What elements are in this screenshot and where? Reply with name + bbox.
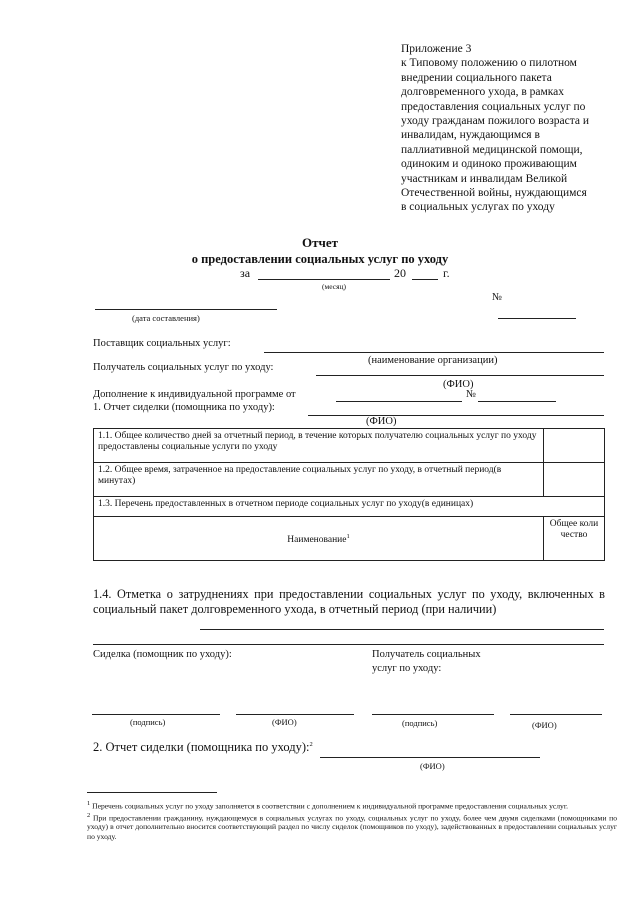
table-cell-1-1-value[interactable] — [544, 429, 605, 463]
caregiver-name-field[interactable] — [236, 714, 354, 715]
caregiver-sign-caption: (подпись) — [130, 717, 166, 727]
recipient-field[interactable] — [316, 375, 604, 376]
month-caption: (месяц) — [322, 282, 347, 291]
table-row-1-2: 1.2. Общее время, затраченное на предоставление социальных услуг по уходу, в отчетный период(в минутах) — [94, 463, 544, 497]
number-sign: № — [492, 292, 503, 303]
caregiver-sign-field[interactable] — [92, 714, 220, 715]
footnote-2-mark: 2 — [87, 811, 91, 819]
date-field[interactable] — [95, 309, 277, 310]
footnotes — [87, 799, 617, 841]
supplement-number-field[interactable] — [478, 401, 556, 402]
report2-caption: (ФИО) — [420, 761, 445, 771]
recipient-label: Получатель социальных услуг по уходу: — [93, 362, 274, 373]
difficulties-field-1[interactable] — [200, 629, 604, 630]
report2-label-text: 2. Отчет сиделки (помощника по уходу): — [93, 740, 310, 754]
caregiver-name-caption: (ФИО) — [272, 717, 297, 727]
caregiver-signature-label: Сиделка (помощник по уходу): — [93, 649, 232, 660]
supplement-date-field[interactable] — [336, 401, 462, 402]
difficulties-text: 1.4. Отметка о затруднениях при предоставлении социальных услуг по уходу, включенных в социальный пакет долговременного ухода, в отчетный период (при наличии) — [93, 587, 605, 616]
report1-caption: (ФИО) — [366, 416, 397, 427]
footnote-1-text: Перечень социальных услуг по уходу заполняется в соответствии с дополнением к индивидуальной программе предоставления социальных услуг. — [92, 801, 568, 811]
period-za: за — [240, 266, 251, 280]
recipient-name-caption: (ФИО) — [532, 720, 557, 730]
table-header-total: Общее количество — [544, 517, 605, 561]
appendix-line: к Типовому положению о пилотном — [401, 57, 577, 70]
footnote-1 — [87, 799, 617, 811]
appendix-line: Отечественной войны, нуждающимся — [401, 187, 587, 200]
footnote-2-text: При предоставлении гражданину, нуждающемуся в социальных услугах по уходу, социальных услуг по уходу, более чем двумя сиделками (помощниками по уходу) в отчет дополнительно вносится соответствующий раздел по числу сиделок (помощников по уходу), задействованных в предоставлении социальных услуг по уходу. — [87, 813, 617, 841]
footnote-ref-1: 1 — [346, 532, 350, 540]
appendix-line: участникам и инвалидам Великой — [401, 172, 568, 185]
appendix-note — [401, 42, 621, 215]
date-caption: (дата составления) — [132, 313, 200, 323]
recipient-caption: (ФИО) — [443, 379, 474, 390]
appendix-line: предоставления социальных услуг по — [401, 100, 586, 113]
appendix-line: долговременного ухода, в рамках — [401, 86, 565, 99]
table-cell-1-2-value[interactable] — [544, 463, 605, 497]
report1-field[interactable] — [308, 415, 604, 416]
document-subtitle: о предоставлении социальных услуг по уходу — [191, 252, 449, 266]
year-field[interactable] — [412, 279, 438, 280]
footnote-2 — [87, 811, 617, 841]
services-table — [93, 428, 605, 561]
report2-label — [93, 740, 313, 755]
recipient-sign-field[interactable] — [372, 714, 494, 715]
provider-caption: (наименование организации) — [368, 355, 498, 366]
footnote-ref-2: 2 — [309, 740, 313, 748]
year-prefix: 20 — [394, 266, 406, 280]
footnote-separator — [87, 792, 217, 793]
recipient-name-field[interactable] — [510, 714, 602, 715]
number-field[interactable] — [498, 318, 576, 319]
appendix-line: Приложение 3 — [401, 43, 472, 55]
supplement-label: Дополнение к индивидуальной программе от — [93, 389, 296, 400]
supplement-number-sign: № — [466, 389, 477, 400]
appendix-line: паллиативной медицинской помощи, — [401, 143, 583, 156]
appendix-line: одиноким и одиноко проживающим — [401, 158, 577, 171]
recipient-signature-label: Получатель социальных услуг по уходу: — [372, 649, 481, 674]
report2-field[interactable] — [320, 757, 540, 758]
table-row-1-1: 1.1. Общее количество дней за отчетный период, в течение которых получателю социальных услуг по уходу предоставлены социальные услуги по уходу — [94, 429, 544, 463]
provider-field[interactable] — [264, 352, 604, 353]
month-field[interactable] — [258, 279, 390, 280]
appendix-line: в социальных услугах по уходу — [401, 201, 555, 214]
table-row-1-3: 1.3. Перечень предоставленных в отчетном периоде социальных услуг по уходу(в единицах) — [94, 497, 605, 517]
appendix-line: инвалидам, нуждающимся в — [401, 129, 540, 142]
footnote-1-mark: 1 — [87, 800, 91, 807]
table-header-name-text: Наименование — [287, 535, 347, 546]
recipient-sign-caption: (подпись) — [402, 718, 438, 728]
table-header-name — [94, 517, 544, 561]
appendix-line: уходу гражданам пожилого возраста и — [401, 115, 590, 128]
year-suffix: г. — [443, 266, 450, 280]
document-title: Отчет — [302, 235, 338, 250]
difficulties-field-2[interactable] — [93, 644, 604, 645]
report1-label: 1. Отчет сиделки (помощника по уходу): — [93, 402, 275, 413]
appendix-line: внедрении социального пакета — [401, 71, 552, 84]
provider-label: Поставщик социальных услуг: — [93, 338, 231, 349]
